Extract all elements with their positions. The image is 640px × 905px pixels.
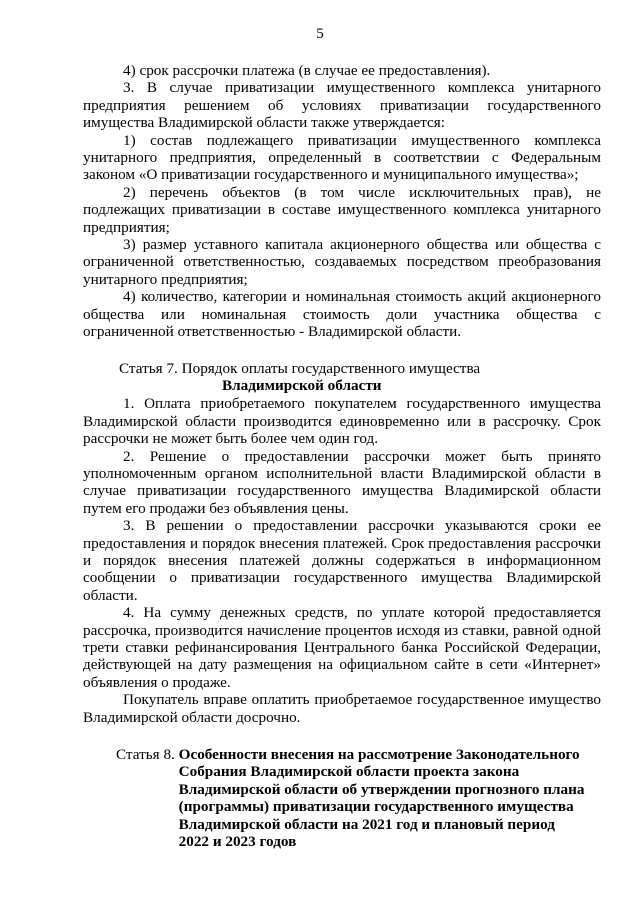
article-7-label: Статья 7. xyxy=(119,359,182,377)
paragraph: 2. Решение о предоставлении рассрочки может быть принято уполномоченным органом исполнительной власти Владимирской области в случае приватизации государственного имущества Владимирской области путем его продажи без объявления цены. xyxy=(83,447,601,517)
document-body xyxy=(83,62,601,850)
paragraph: 1. Оплата приобретаемого покупателем государственного имущества Владимирской области производится единовременно или в рассрочку. Срок рассрочки не может быть более чем один год. xyxy=(83,395,601,448)
article-7-title-line-2: Владимирской области xyxy=(222,376,382,394)
paragraph: 3. В случае приватизации имущественного комплекса унитарного предприятия решением об условиях приватизации государственного имущества Владимирской области также утверждается: xyxy=(83,79,601,132)
paragraph: 4) срок рассрочки платежа (в случае ее предоставления). xyxy=(123,62,491,79)
paragraph: 1) состав подлежащего приватизации имущественного комплекса унитарного предприятия, определенный в соответствии с Федеральным законом «О приватизации государственного и муниципального имущества»; xyxy=(83,131,601,184)
paragraph: 4. На сумму денежных средств, по уплате которой предоставляется рассрочка, производится начисление процентов исходя из ставки, равной одной трети ставки рефинансирования Центрального банка Российской Федерации, действующей на дату размещения на официальном сайте в сети «Интернет» объявления о продаже. xyxy=(83,604,601,691)
article-7-title-line-1: Порядок оплаты государственного имущества xyxy=(181,359,481,377)
page-number: 5 xyxy=(316,26,324,42)
paragraph: 4) количество, категории и номинальная стоимость акций акционерного общества или номинальная стоимость доли участника общества с ограниченной ответственностью - Владимирской области. xyxy=(83,288,601,341)
paragraph: 2) перечень объектов (в том числе исключительных прав), не подлежащих приватизации в составе имущественного комплекса унитарного предприятия; xyxy=(83,183,601,236)
article-8-title: Особенности внесения на рассмотрение Законодательного Собрания Владимирской области проекта закона Владимирской области об утверждении прогнозного плана (программы) приватизации государственного имущества Владимирской области на 2021 год и плановый период 2022 и 2023 годов xyxy=(178,746,585,851)
paragraph: 3) размер уставного капитала акционерного общества или общества с ограниченной ответственностью, создаваемых посредством преобразования унитарного предприятия; xyxy=(83,236,601,288)
article-8-heading xyxy=(116,746,601,850)
article-8-label: Статья 8. xyxy=(116,746,179,764)
paragraph: 3. В решении о предоставлении рассрочки указываются сроки ее предоставления и порядок внесения платежей. Срок предоставления рассрочки и порядок внесения платежей должны содержаться в информационном сообщении о приватизации государственного имущества Владимирской области. xyxy=(83,517,601,604)
article-7-heading xyxy=(119,360,519,395)
paragraph: Покупатель вправе оплатить приобретаемое государственное имущество Владимирской области досрочно. xyxy=(83,691,601,726)
